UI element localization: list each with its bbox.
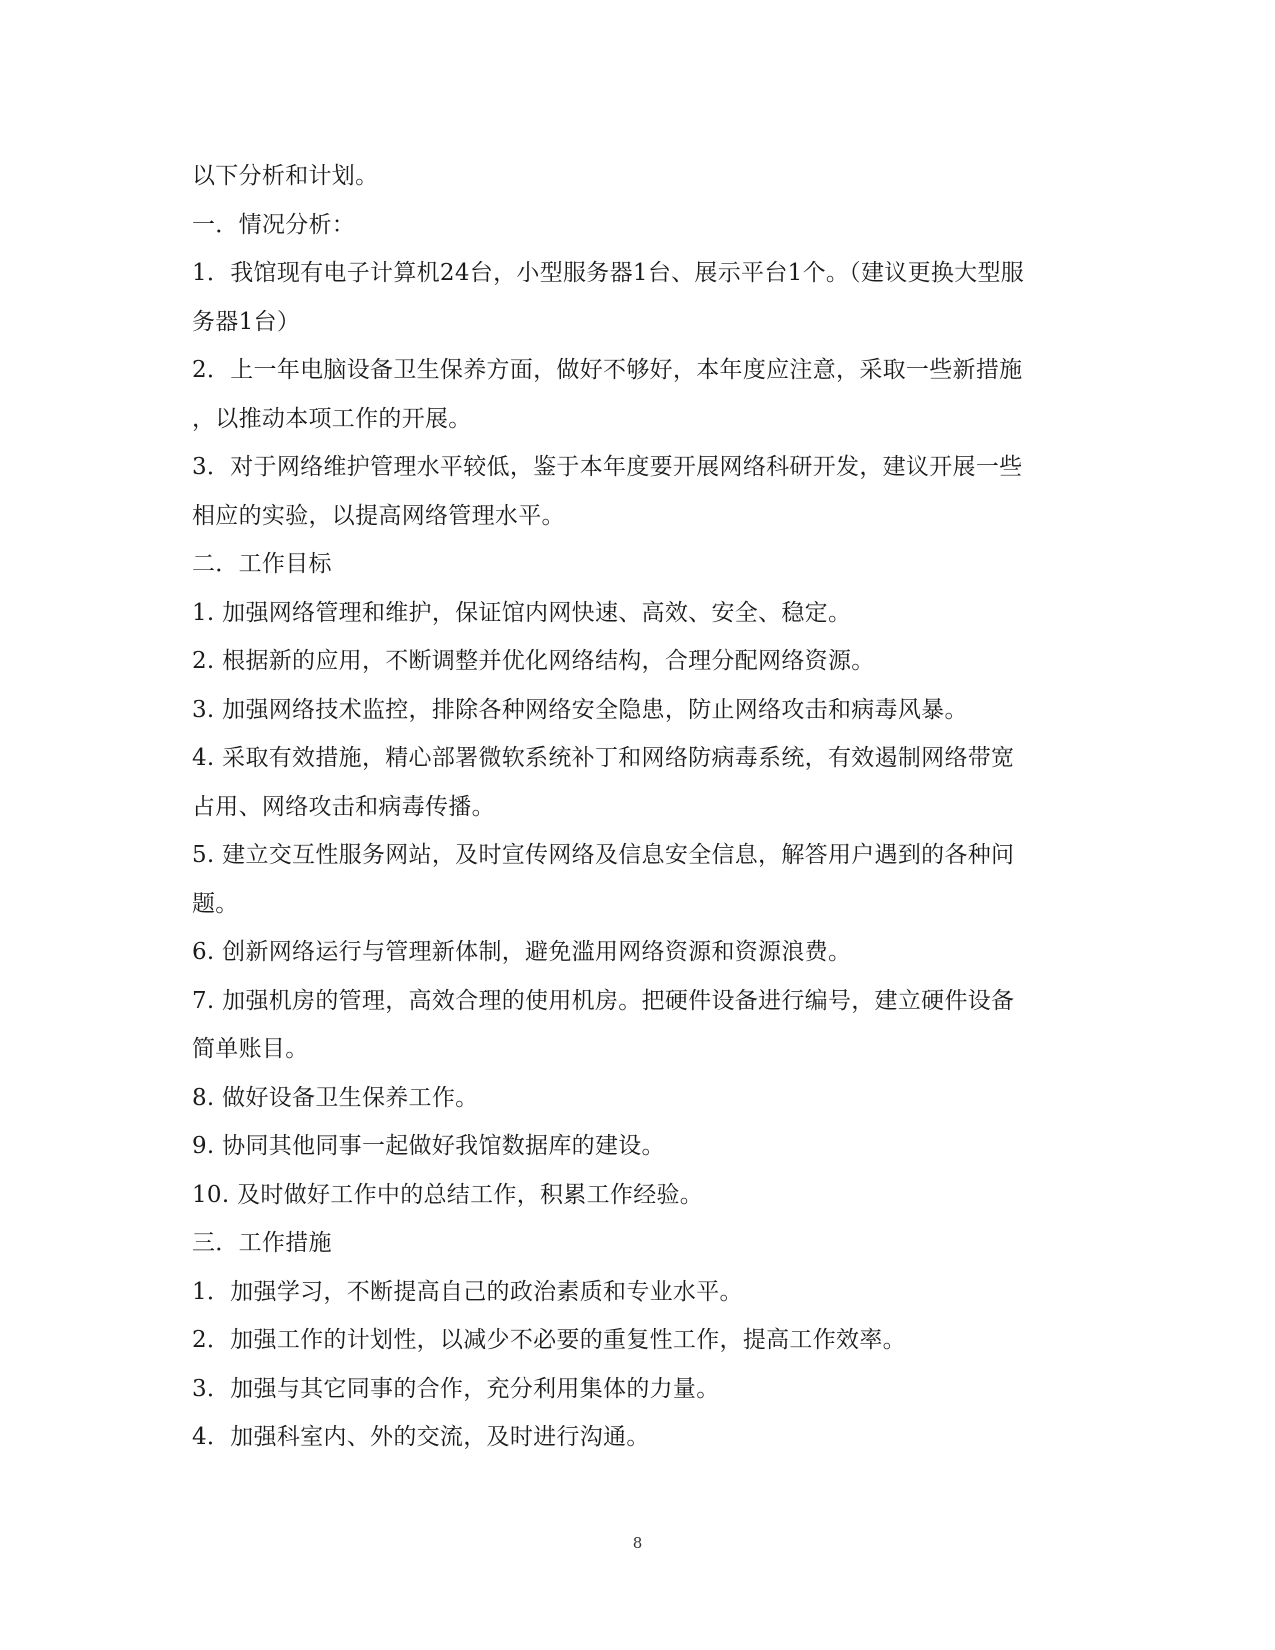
section-heading: 三．工作措施 [192,1230,332,1256]
text-line: ，以推动本项工作的开展。 [192,405,472,432]
text-line: 6. 创新网络运行与管理新体制，避免滥用网络资源和资源浪费。 [192,939,852,965]
section-heading: 二．工作目标 [192,551,332,577]
text-line: 3．对于网络维护管理水平较低，鉴于本年度要开展网络科研开发，建议开展一些 [192,454,1023,480]
text-line: 2．上一年电脑设备卫生保养方面，做好不够好，本年度应注意，采取一些新措施 [192,357,1023,383]
text-line: 1. 加强网络管理和维护，保证馆内网快速、高效、安全、稳定。 [192,599,852,626]
text-line: 相应的实验，以提高网络管理水平。 [192,502,565,529]
text-line: 2. 根据新的应用，不断调整并优化网络结构，合理分配网络资源。 [192,648,875,674]
page-number: 8 [632,1534,643,1552]
text-line: 3. 加强网络技术监控，排除各种网络安全隐患，防止网络攻击和病毒风暴。 [192,696,968,723]
text-line: 10. 及时做好工作中的总结工作，积累工作经验。 [192,1181,704,1208]
text-line: 以下分析和计划。 [192,163,379,189]
text-line: 1．我馆现有电子计算机24台，小型服务器1台、展示平台1个。（建议更换大型服 [192,260,1025,286]
text-line: 简单账目。 [192,1036,309,1062]
text-line: 8. 做好设备卫生保养工作。 [192,1084,479,1111]
text-line: 9. 协同其他同事一起做好我馆数据库的建设。 [192,1133,665,1159]
text-line: 7. 加强机房的管理，高效合理的使用机房。把硬件设备进行编号，建立硬件设备 [192,987,1015,1014]
text-line: 3．加强与其它同事的合作，充分利用集体的力量。 [192,1375,720,1402]
text-line: 4．加强科室内、外的交流，及时进行沟通。 [192,1424,650,1450]
text-line: 务器1台） [192,308,301,335]
text-line: 1．加强学习，不断提高自己的政治素质和专业水平。 [192,1278,743,1305]
text-line: 2．加强工作的计划性，以减少不必要的重复性工作，提高工作效率。 [192,1327,906,1353]
text-line: 5. 建立交互性服务网站，及时宣传网络及信息安全信息，解答用户遇到的各种问 [192,842,1015,868]
text-line: 4. 采取有效措施，精心部署微软系统补丁和网络防病毒系统，有效遏制网络带宽 [192,745,1015,771]
section-heading: 一．情况分析： [192,211,356,238]
text-line: 占用、网络攻击和病毒传播。 [192,793,495,820]
text-line: 题。 [192,890,239,917]
document-body [192,152,1092,1462]
